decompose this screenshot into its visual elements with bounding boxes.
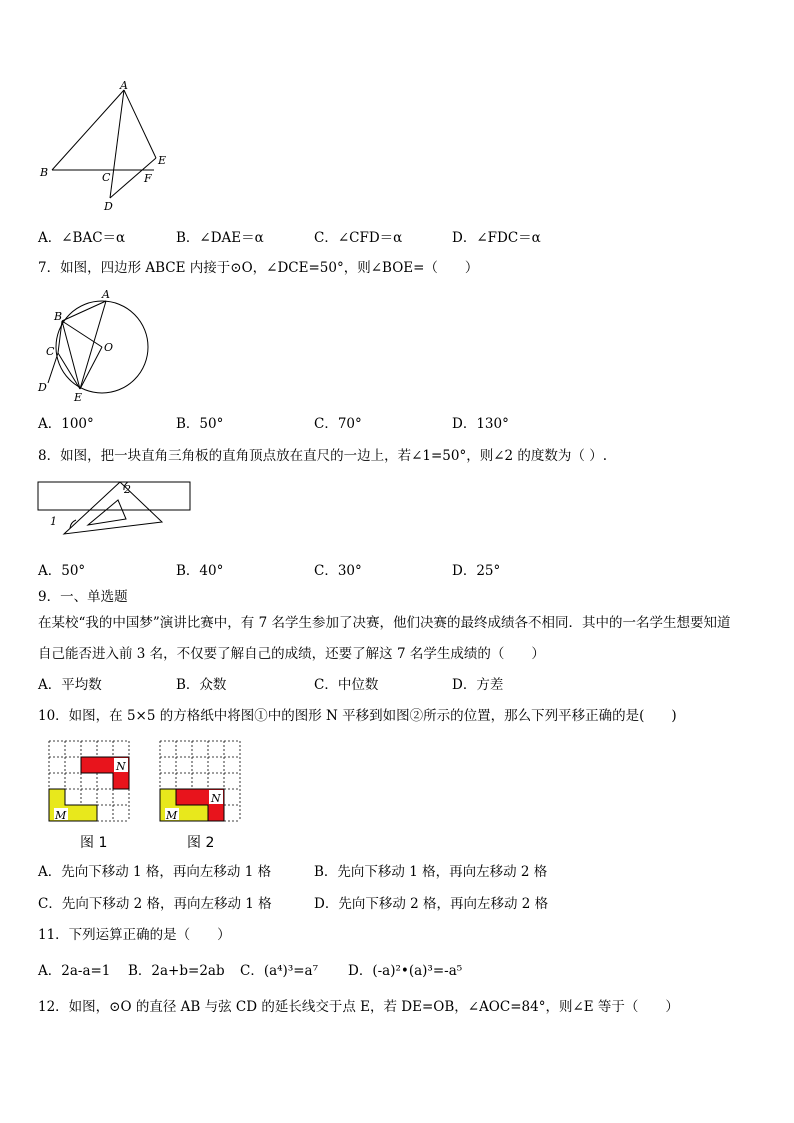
q8-option-a: A．50° [38, 563, 86, 579]
q6-label-b: B [40, 166, 49, 179]
q9-stem: 9．一、单选题 [38, 589, 128, 605]
q6-option-c: C．∠CFD＝α [314, 230, 403, 246]
q8-label-1: 1 [50, 515, 57, 528]
q11-option-a: A．2a-a=1 [38, 963, 111, 979]
q7-label-c: C [46, 345, 55, 358]
q10-stem: 10．如图，在 5×5 的方格纸中将图①中的图形 N 平移到如图②所示的位置，那么下列平移正确的是( ) [38, 708, 677, 724]
q10-option-d: D．先向下移动 2 格，再向左移动 2 格 [314, 896, 549, 912]
q10-fig1-caption: 图 1 [80, 835, 108, 851]
q9-body-line2: 自己能否进入前 3 名，不仅要了解自己的成绩，还要了解这 7 名学生成绩的（ ） [38, 646, 545, 662]
q6-label-e: E [158, 154, 167, 167]
q6-label-a: A [120, 80, 128, 92]
q10-fig2-label-n: N [211, 792, 221, 805]
q7-label-b: B [54, 310, 63, 323]
q7-stem: 7．如图，四边形 ABCE 内接于⊙O，∠DCE=50°，则∠BOE=（ ） [38, 260, 479, 276]
q10-fig2-label-m: M [166, 809, 178, 822]
q6-option-d: D．∠FDC＝α [452, 230, 541, 246]
q6-option-a: A．∠BAC＝α [38, 230, 126, 246]
q8-option-b: B．40° [176, 563, 224, 579]
q12-stem: 12．如图，⊙O 的直径 AB 与弦 CD 的延长线交于点 E，若 DE=OB，∠AOC=84°，则∠E 等于（ ） [38, 999, 679, 1015]
q11-option-d: D．(-a)²•(a)³=-a⁵ [348, 963, 463, 979]
q9-option-b: B．众数 [176, 677, 227, 693]
q10-option-c: C．先向下移动 2 格，再向左移动 1 格 [38, 896, 272, 912]
q9-option-c: C．中位数 [314, 677, 379, 693]
q7-label-d: D [38, 381, 47, 394]
q6-label-d: D [104, 200, 113, 213]
q10-fig2-caption: 图 2 [187, 835, 215, 851]
q9-option-a: A．平均数 [38, 677, 102, 693]
q7-label-a: A [102, 288, 110, 301]
q10-figure-1 [48, 740, 132, 830]
q11-option-c: C．(a⁴)³=a⁷ [240, 963, 319, 979]
q10-fig1-label-n: N [116, 760, 126, 773]
q9-option-d: D．方差 [452, 677, 504, 693]
q7-figure [34, 285, 159, 405]
q6-label-f: F [144, 172, 152, 185]
q10-fig1-label-m: M [55, 809, 67, 822]
q10-figure-2 [159, 740, 243, 830]
q8-stem: 8．如图，把一块直角三角板的直角顶点放在直尺的一边上，若∠1=50°，则∠2 的度数为（ ）. [38, 448, 608, 464]
q6-option-b: B．∠DAE＝α [176, 230, 264, 246]
q11-stem: 11．下列运算正确的是（ ） [38, 927, 231, 943]
q7-option-a: A．100° [38, 416, 94, 432]
q6-figure [36, 80, 176, 215]
q8-option-c: C．30° [314, 563, 362, 579]
q10-option-b: B．先向下移动 1 格，再向左移动 2 格 [314, 864, 548, 880]
q11-option-b: B．2a+b=2ab [128, 963, 225, 979]
q7-option-d: D．130° [452, 416, 509, 432]
q6-label-c: C [102, 171, 111, 184]
q7-option-c: C．70° [314, 416, 362, 432]
q8-label-2: 2 [124, 483, 131, 496]
q9-body-line1: 在某校“我的中国梦”演讲比赛中，有 7 名学生参加了决赛，他们决赛的最终成绩各不相同．其中的一名学生想要知道 [38, 615, 731, 631]
q10-option-a: A．先向下移动 1 格，再向左移动 1 格 [38, 864, 272, 880]
q7-label-o: O [104, 341, 114, 354]
q8-figure [36, 478, 194, 550]
q8-option-d: D．25° [452, 563, 501, 579]
q7-option-b: B．50° [176, 416, 224, 432]
q7-label-e: E [74, 391, 83, 404]
